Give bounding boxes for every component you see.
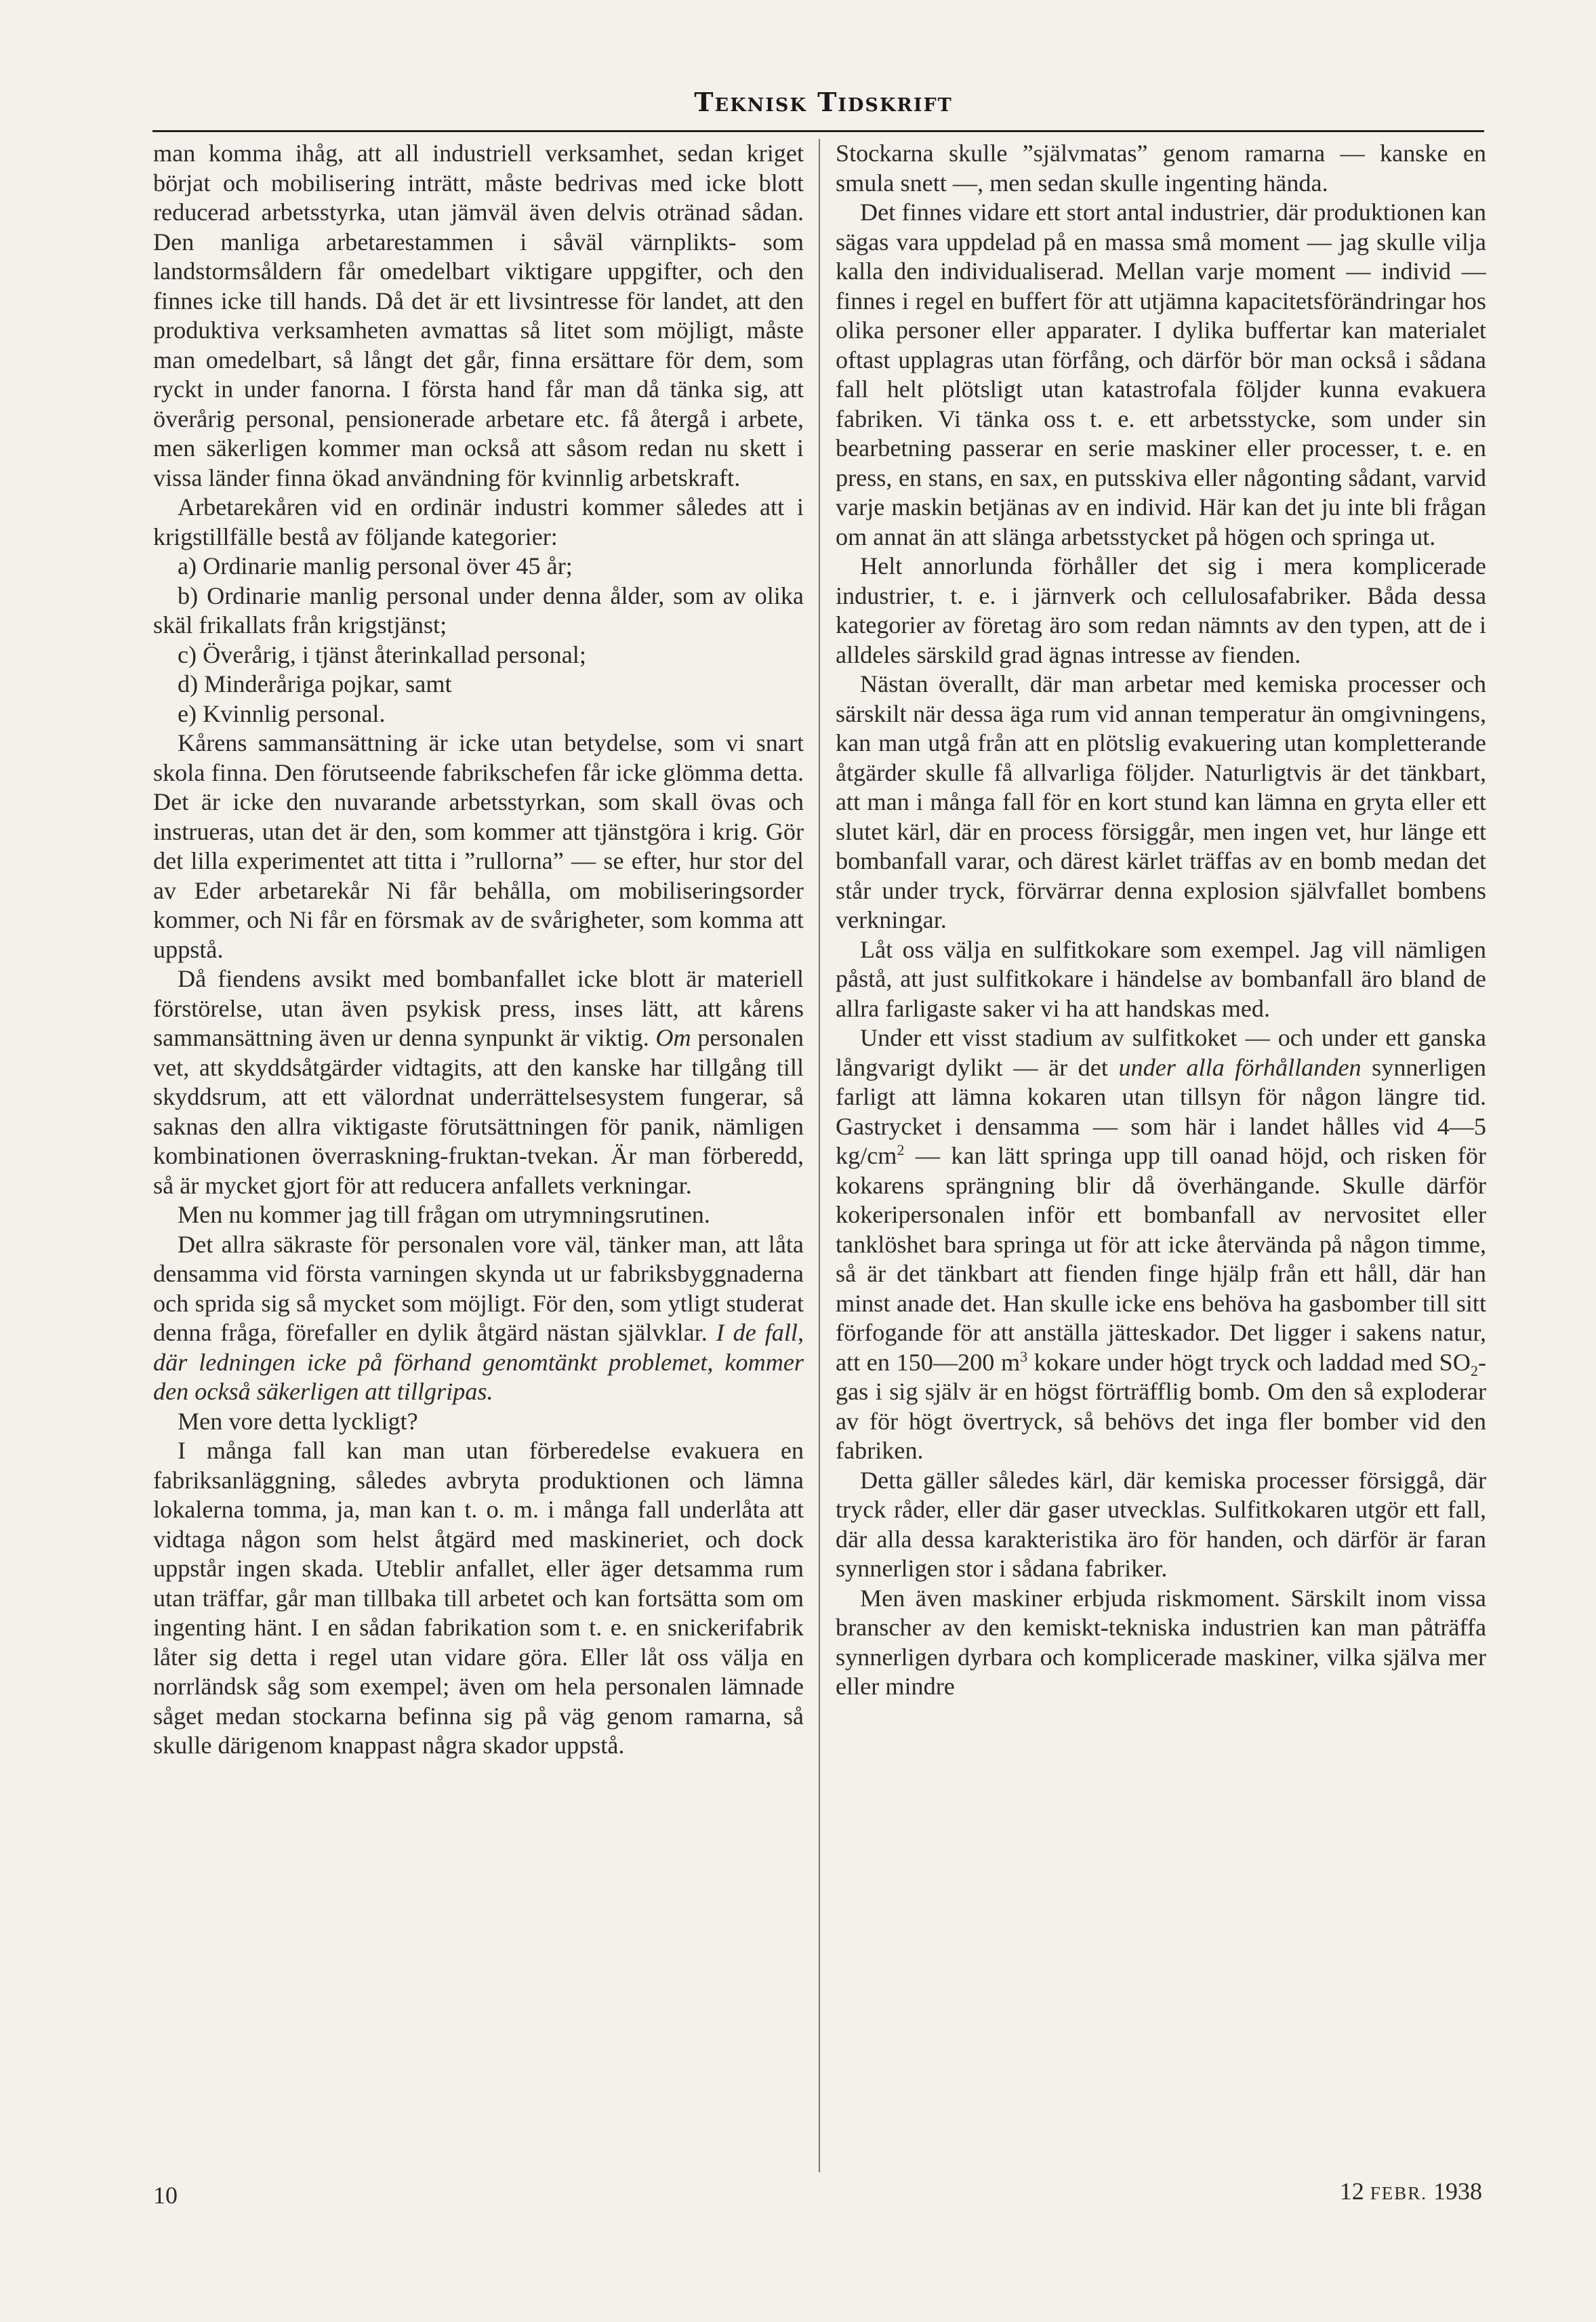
right-column xyxy=(836,139,1486,2172)
paragraph: Nästan överallt, där man arbetar med kemiska processer och särskilt när dessa äga rum vid annan temperatur än omgivningens, kan man utgå från att en plötslig evakuering utan kompletterande åtgärder skulle få allvarliga följder. Naturligtvis är det tänkbart, att man i många fall för en kort stund kan lämna en gryta eller ett slutet kärl, där en process försiggår, men ingen vet, hur länge ett bombanfall varar, och därest kärlet träffas av en bomb medan det står under tryck, förvärrar denna explosion självfallet bombens verkningar. xyxy=(836,670,1486,933)
text-run: personalen vet, att skyddsåtgärder vidtagits, att den kanske har tillgång till skyddsrum, att ett välordnat underrättelsesystem fungerar, så saknas den allra viktigaste förutsättningen för panik, nämligen kombinationen överraskning-fruktan-tvekan. Är man förberedd, så är mycket gjort för att reducera anfallets verkningar. xyxy=(153,1024,804,1199)
paragraph: Detta gäller således kärl, där kemiska processer försiggå, där tryck råder, eller där gaser utvecklas. Sulfitkokaren utgör ett fall, där alla dessa karakteristika äro för handen, och därför är faran synnerligen stor i sådana fabriker. xyxy=(836,1466,1486,1582)
date-day: 12 xyxy=(1339,2178,1364,2205)
paragraph: man komma ihåg, att all industriell verksamhet, sedan kriget börjat och mobilisering inträtt, måste bedrivas med icke blott reducerad arbetsstyrka, utan jämväl även delvis otränad sådan. Den manliga arbetarestammen i såväl värnplikts- som landstormsåldern får omedelbart viktigare uppgifter, och den finnes icke till hands. Då det är ett livsintresse för landet, att den produktiva verksamheten avmattas så litet som möjligt, måste man omedelbart, så långt det går, finna ersättare för dem, som ryckt in under fanorna. I första hand får man då tänka sig, att överårig personal, pensionerade arbetare etc. få återgå i arbete, men säkerligen kommer man också att såsom redan nu skett i vissa länder finna ökad användning för kvinnlig arbetskraft. xyxy=(153,140,804,491)
paragraph xyxy=(836,1023,1486,1466)
subscript: 2 xyxy=(1470,1362,1478,1379)
paragraph xyxy=(153,1230,804,1407)
list-item: d) Minderåriga pojkar, samt xyxy=(178,670,452,697)
paragraph: Låt oss välja en sulfitkokare som exempel. Jag vill nämligen påstå, att just sulfitkokare i händelse av bombanfall äro bland de allra farligaste saker vi ha att handskas med. xyxy=(836,935,1486,1022)
paragraph: Arbetarekåren vid en ordinär industri kommer således att i krigstillfälle bestå av följande kategorier: xyxy=(153,493,804,550)
header-rule xyxy=(152,130,1484,132)
text-run: Då fiendens avsikt med bombanfallet icke blott är materiell förstörelse, utan även psykisk press, inses lätt, att kårens sammansättning även ur denna synpunkt är viktig. xyxy=(153,965,804,1051)
date-month: FEBR. xyxy=(1370,2183,1427,2203)
text-run: kokare under högt tryck och laddad med SO xyxy=(1027,1348,1471,1376)
paragraph: Men vore detta lyckligt? xyxy=(178,1407,418,1435)
paragraph: I många fall kan man utan förberedelse evakuera en fabriksanläggning, således avbryta produktionen och lämna lokalerna tomma, ja, man kan t. o. m. i många fall underlåta att vidtaga någon som helst åtgärd med maskineriet, och dock uppstår ingen skada. Uteblir anfallet, eller äger detsamma rum utan träffar, går man tillbaka till arbetet och kan fortsätta som om ingenting hänt. I en sådan fabrikation som t. e. en snickerifabrik låter sig detta i regel utan vidare göra. Eller låt oss välja en norrländsk såg som exempel; även om hela personalen lämnade såget medan stockarna befinna sig på väg genom ramarna, så skulle därigenom knappast några skador uppstå. xyxy=(153,1437,804,1759)
emphasis: I de fall, där ledningen icke på förhand genomtänkt problemet, kommer den också säkerligen att tillgripas. xyxy=(153,1319,804,1405)
paragraph: Det finnes vidare ett stort antal industrier, där produktionen kan sägas vara uppdelad på en massa små moment — jag skulle vilja kalla den individualiserad. Mellan varje moment — individ — finnes i regel en buffert för att utjämna kapacitetsförändringar hos olika personer eller apparater. I dylika buffertar kan materialet oftast upplagras utan förfång, och därför bör man också i sådana fall helt plötsligt utan katastrofala följder kunna evakuera fabriken. Vi tänka oss t. e. ett arbetsstycke, som under sin bearbetning passerar en serie maskiner eller processer, t. e. en press, en stans, en sax, en putsskiva eller någonting sådant, varvid varje maskin betjänas av en individ. Här kan det ju inte bli frågan om annat än att slänga arbetsstycket på högen och springa ut. xyxy=(836,199,1486,550)
paragraph: Kårens sammansättning är icke utan betydelse, som vi snart skola finna. Den förutseende fabrikschefen får icke glömma detta. Det är icke den nuvarande arbetsstyrkan, som skall övas och instrueras, utan det är den, som kommer att tjänstgöra i krig. Gör det lilla experimentet att titta i ”rullorna” — se efter, hur stor del av Eder arbetarekår Ni får behålla, om mobiliseringsorder kommer, och Ni får en försmak av de svårigheter, som komma att uppstå. xyxy=(153,729,804,963)
column-divider xyxy=(819,139,820,2172)
superscript: 2 xyxy=(897,1141,905,1158)
list-item: c) Överårig, i tjänst återinkallad personal; xyxy=(178,640,586,668)
date-year: 1938 xyxy=(1433,2178,1482,2205)
list-item: e) Kvinnlig personal. xyxy=(178,699,386,727)
text-run: Under ett visst stadium av sulfitkoket — och under ett ganska långvarigt dylikt — är det xyxy=(836,1024,1486,1081)
list-item: b) Ordinarie manlig personal under denna ålder, som av olika skäl frikallats från krigstjänst; xyxy=(153,582,804,638)
paragraph: Helt annorlunda förhåller det sig i mera komplicerade industrier, t. e. i järnverk och cellulosafabriker. Båda dessa kategorier av företag äro som redan nämnts av den typen, att de i alldeles särskild grad ägnas intresse av fienden. xyxy=(836,552,1486,668)
emphasis: under alla förhållanden xyxy=(1118,1053,1362,1081)
page-number: 10 xyxy=(153,2182,178,2209)
text-run: Det allra säkraste för personalen vore väl, tänker man, att låta densamma vid första varningen skynda ut ur fabriksbyggnaderna och sprida sig så mycket som möjligt. För den, som ytligt studerat denna fråga, förefaller en dylik åtgärd nästan självklar. xyxy=(153,1230,804,1346)
paragraph xyxy=(153,964,804,1200)
paragraph: Men även maskiner erbjuda riskmoment. Särskilt inom vissa branscher av den kemiskt-tekniska industrien kan man påträffa synnerligen dyrbara och komplicerade maskiner, vilka själva mer eller mindre xyxy=(836,1584,1486,1700)
text-run: — kan lätt springa upp till oanad höjd, och risken för kokarens sprängning blir då överhängande. Skulle därför kokeripersonalen inför ett bombanfall av nervositet eller tanklöshet bara springa ut för att icke återvända på någon timme, så är det tänkbart att fienden finge hjälp från ett håll, där han minst anade det. Han skulle icke ens behöva ha gasbomber till sitt förfogande för att anställa jätteskador. Det ligger i sakens natur, att en 150—200 m xyxy=(836,1142,1486,1376)
paragraph: Men nu kommer jag till frågan om utrymningsrutinen. xyxy=(178,1201,710,1228)
issue-date xyxy=(1340,2177,1482,2205)
text-run: synnerligen farligt att lämna kokaren utan tillsyn för någon längre tid. Gastrycket i densamma — som här i landet hålles vid 4—5 kg/cm xyxy=(836,1053,1486,1169)
superscript: 3 xyxy=(1020,1347,1028,1365)
journal-title: Teknisk Tidskrift xyxy=(694,87,953,117)
list-item: a) Ordinarie manlig personal över 45 år; xyxy=(178,552,573,579)
text-run: -gas i sig själv är en högst förträfflig bomb. Om den så exploderar av för högt övertryck, så behövs det inga fler bomber vid den fabriken. xyxy=(836,1348,1486,1464)
emphasis: Om xyxy=(655,1024,691,1051)
left-column xyxy=(153,139,804,2172)
paragraph: Stockarna skulle ”självmatas” genom ramarna — kanske en smula snett —, men sedan skulle ingenting hända. xyxy=(836,140,1486,197)
